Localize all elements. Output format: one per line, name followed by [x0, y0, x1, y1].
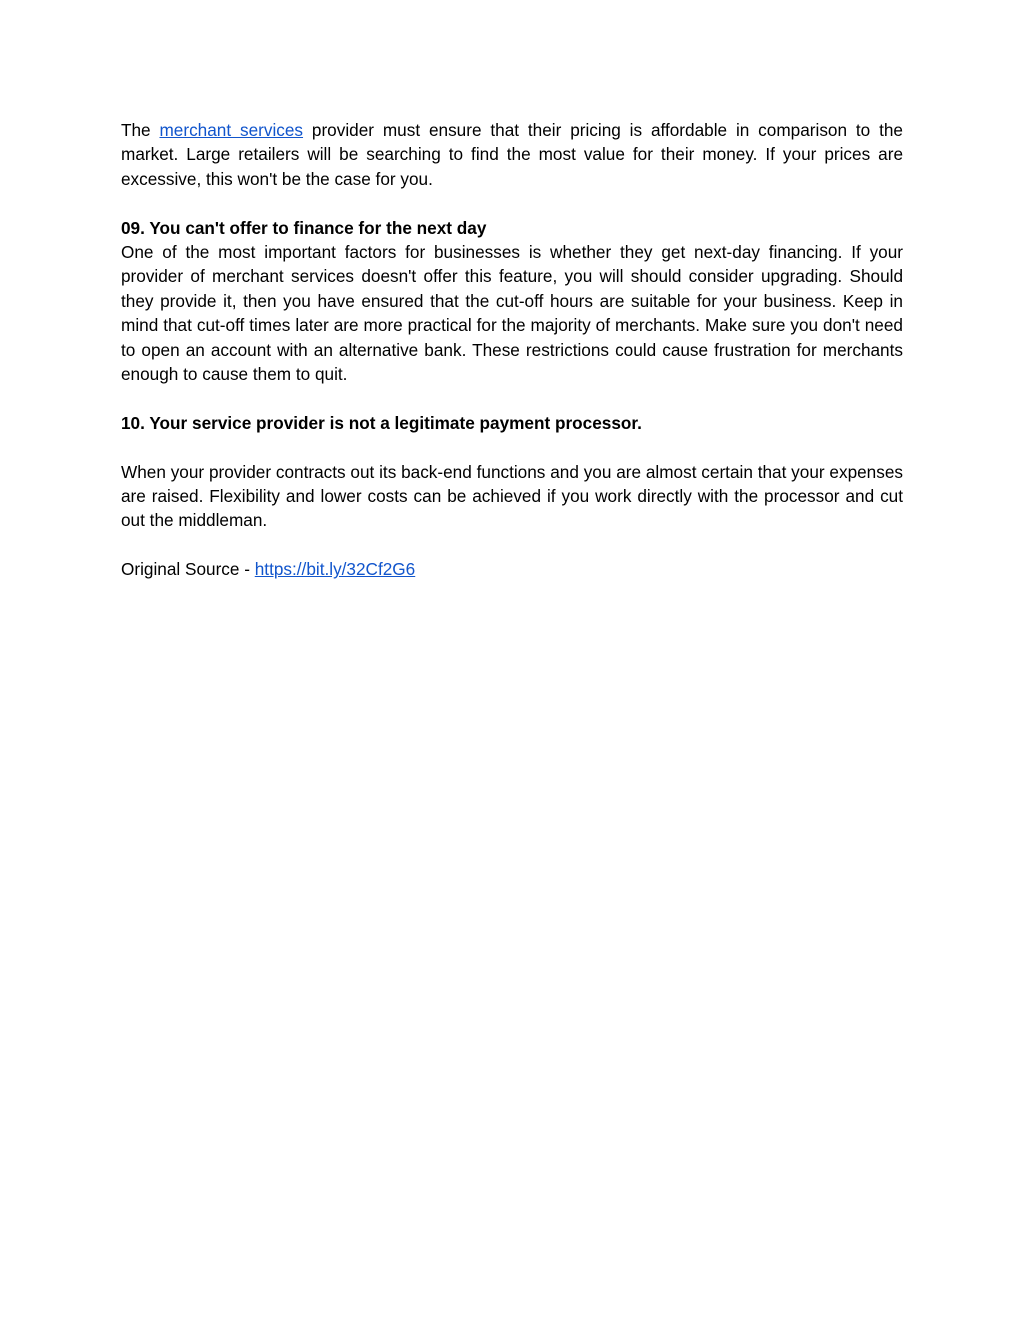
merchant-services-link[interactable]: merchant services [159, 120, 304, 140]
section-9-body: One of the most important factors for businesses is whether they get next-day financing. If your provider of merchant services doesn't offer this feature, you will should consider upgrading. Should they provide it, then you have ensured that the cut-off hours are suitable for your business. Keep in mind that cut-off times later are more practical for the majority of merchants. Make sure you don't need to open an account with an alternative bank. These restrictions could cause frustration for merchants enough to cause them to quit. [121, 242, 903, 385]
intro-prefix: The [121, 120, 160, 140]
intro-paragraph [121, 118, 903, 191]
spacer [121, 386, 903, 410]
source-link[interactable]: https://bit.ly/32Cf2G6 [254, 559, 416, 580]
source-line [121, 557, 903, 581]
source-label: Original Source - [121, 559, 255, 580]
section-10-body: When your provider contracts out its back-end functions and you are almost certain that your expenses are raised. Flexibility and lower costs can be achieved if you work directly with the processor and cut out the middleman. [121, 461, 903, 531]
spacer [121, 435, 903, 459]
document-page [121, 118, 903, 582]
section-9-heading: 09. You can't offer to finance for the next day [121, 217, 487, 238]
section-10-heading: 10. Your service provider is not a legitimate payment processor. [121, 412, 642, 433]
spacer [121, 191, 903, 215]
spacer [121, 533, 903, 557]
intro-suffix: provider must ensure that their pricing is affordable in comparison to the market. Large retailers will be searching to find the most value for their money. If your prices are excessive, this won't be the case for you. [121, 120, 903, 189]
